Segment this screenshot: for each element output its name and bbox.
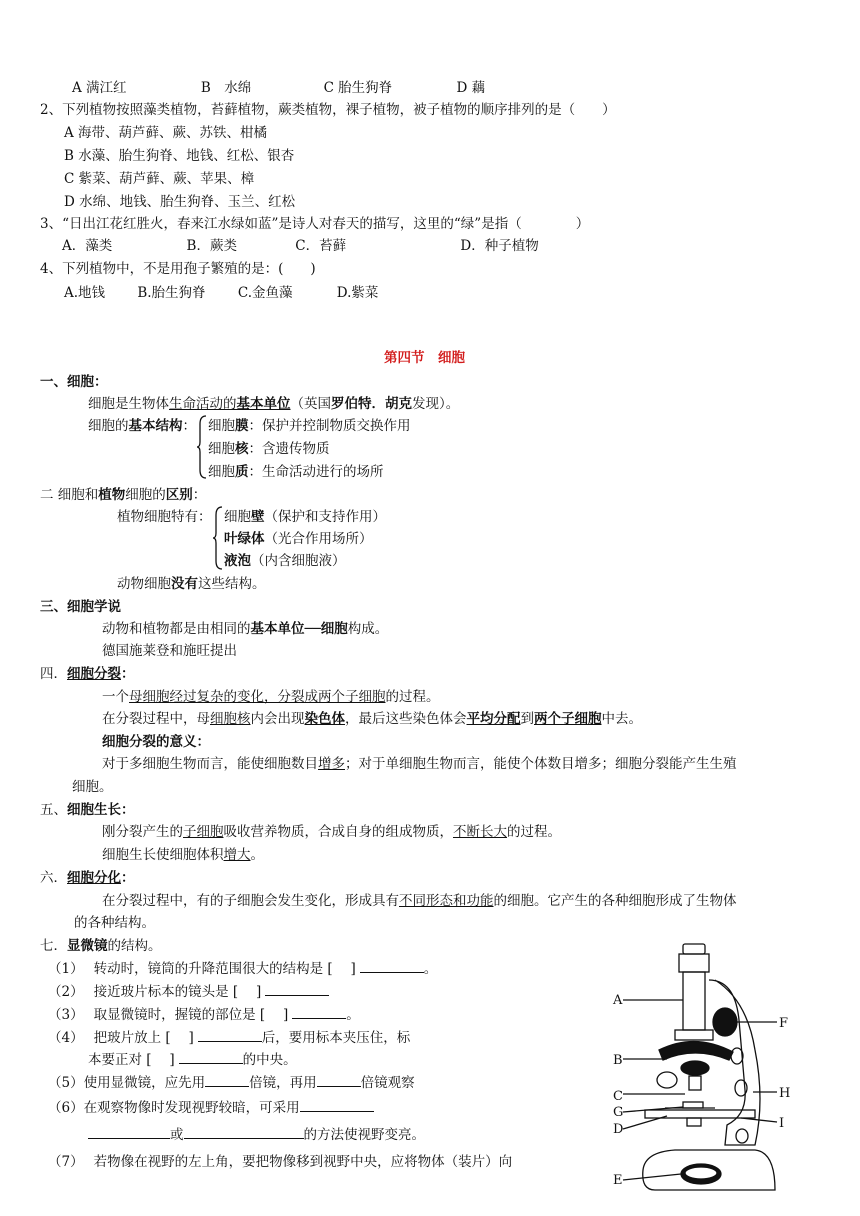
s3-heading: 三、细胞学说 bbox=[40, 599, 121, 615]
s3-part: 构成。 bbox=[347, 621, 389, 637]
s1-def-key: 基本单位 bbox=[236, 396, 291, 412]
s5-part: 细胞生长使细胞体积 bbox=[102, 847, 224, 863]
s7-heading-pre: 七． bbox=[40, 938, 67, 954]
s6-part: 在分裂过程中，有的子细胞会发生变化，形成具有 bbox=[102, 893, 399, 909]
s1-brace-icon bbox=[196, 414, 208, 480]
s5-heading bbox=[40, 800, 135, 820]
s4-underline: 细胞核 bbox=[210, 711, 251, 727]
s5-heading-key: 细胞生长 bbox=[67, 802, 121, 818]
s2-heading-key: 区别 bbox=[165, 487, 193, 503]
answer-blank[interactable] bbox=[205, 1072, 249, 1087]
s4-key: 染色体 bbox=[304, 711, 345, 727]
eyepiece-icon bbox=[683, 944, 705, 954]
s7-item-number: （2） bbox=[48, 984, 84, 1000]
answer-blank[interactable] bbox=[300, 1097, 374, 1112]
q1-option-d: D 藕 bbox=[456, 80, 486, 96]
s2-heading-key: 植物 bbox=[98, 487, 126, 503]
s7-item-text: 。 bbox=[423, 961, 438, 977]
s2-plant-key: 壁 bbox=[251, 509, 265, 525]
q4-option-b: B.胎生狗脊 bbox=[137, 285, 206, 301]
s7-item-text: 把玻片放上 [ ] bbox=[93, 1030, 194, 1046]
s7-item-7 bbox=[48, 1152, 512, 1172]
s1-structure-pre: 细胞 bbox=[208, 418, 235, 434]
s5-part: 吸收营养物质，合成自身的组成物质， bbox=[223, 824, 453, 840]
q4-option-d: D.紫菜 bbox=[336, 285, 379, 301]
s1-structure-colon: ： bbox=[182, 418, 196, 434]
s4-meaning-heading: 细胞分裂的意义： bbox=[102, 734, 210, 750]
answer-blank[interactable] bbox=[360, 958, 424, 973]
s2-animal-part: 这些结构。 bbox=[198, 576, 266, 592]
s7-item-text: 接近玻片标本的镜头是 [ ] bbox=[93, 984, 262, 1000]
s4-part: ，最后这些染色体会 bbox=[345, 711, 467, 727]
s5-underline: 不断长大 bbox=[453, 824, 507, 840]
s7-item-text: 。 bbox=[346, 1007, 360, 1023]
q3-stem: 3、“日出江花红胜火，春来江水绿如蓝”是诗人对春天的描写，这里的“绿”是指（ ） bbox=[40, 216, 590, 232]
objective-icon bbox=[681, 1061, 709, 1075]
s7-item-number: （3） bbox=[48, 1007, 84, 1023]
s3-line2: 德国施莱登和施旺提出 bbox=[102, 643, 237, 659]
s7-item-1 bbox=[48, 958, 437, 979]
s3-line1 bbox=[102, 619, 388, 639]
s7-heading-key: 显微镜 bbox=[67, 938, 108, 954]
s7-item-5 bbox=[48, 1072, 415, 1093]
s7-item-4 bbox=[48, 1027, 410, 1048]
s5-heading-colon: ： bbox=[121, 802, 135, 818]
s2-heading-part: 二 细胞和 bbox=[40, 487, 99, 503]
label-d: D bbox=[613, 1122, 624, 1137]
q2-stem: 2、下列植物按照藻类植物，苔藓植物，蕨类植物，裸子植物，被子植物的顺序排列的是（ ） bbox=[40, 102, 616, 118]
s2-plant-key: 叶绿体 bbox=[224, 531, 265, 547]
nosepiece-icon bbox=[659, 1041, 733, 1060]
s1-def-underline: 生命活动的 bbox=[169, 396, 237, 412]
s6-heading-key: 细胞分化 bbox=[67, 870, 121, 886]
s4-part: 对于多细胞生物而言，能使细胞数目 bbox=[102, 756, 318, 772]
s4-part: 中去。 bbox=[601, 711, 642, 727]
s4-part: 一个 bbox=[102, 689, 129, 705]
answer-blank[interactable] bbox=[317, 1072, 361, 1087]
answer-blank[interactable] bbox=[198, 1027, 262, 1042]
s1-structure-pre: 细胞 bbox=[208, 464, 235, 480]
s4-meaning1 bbox=[102, 754, 737, 774]
label-c: C bbox=[613, 1089, 623, 1104]
s7-item-text: 倍镜观察 bbox=[360, 1075, 415, 1091]
s1-structure-key: 质 bbox=[235, 464, 249, 480]
s1-heading-text: 一、细胞： bbox=[40, 374, 108, 390]
q1-option-b: B 水绵 bbox=[200, 80, 252, 96]
s7-item-text: 的方法使视野变亮。 bbox=[303, 1127, 425, 1143]
s1-def-part: （英国 bbox=[290, 396, 331, 412]
s1-structure-cytoplasm bbox=[208, 462, 384, 482]
s2-animal-note bbox=[117, 574, 266, 594]
q4-option-a: A.地钱 bbox=[64, 285, 106, 301]
s5-part: 刚分裂产生的 bbox=[102, 824, 183, 840]
section-title: 第四节 细胞 bbox=[384, 350, 465, 366]
s6-heading-pre: 六． bbox=[40, 870, 67, 886]
s2-heading-part: ： bbox=[192, 487, 207, 503]
s7-item-text: 或 bbox=[170, 1127, 184, 1143]
q2-option-a: A 海带、葫芦藓、蕨、苏铁、柑橘 bbox=[64, 125, 268, 141]
s4-heading-pre: 四． bbox=[40, 666, 67, 682]
s7-item-text: 的中央。 bbox=[242, 1052, 297, 1068]
s1-structure-desc: ：保护并控制物质交换作用 bbox=[248, 418, 411, 434]
s1-structure-pre: 细胞的 bbox=[88, 418, 129, 434]
s4-underline: 增多 bbox=[318, 756, 345, 772]
s7-item-6 bbox=[48, 1097, 374, 1118]
s4-line2 bbox=[102, 709, 642, 729]
label-a: A bbox=[613, 993, 623, 1008]
q1-option-c: C 胎生狗脊 bbox=[323, 80, 393, 96]
q2-option-c: C 紫菜、葫芦藓、蕨、苹果、樟 bbox=[64, 171, 255, 187]
q2-option-d: D 水绵、地钱、胎生狗脊、玉兰、红松 bbox=[64, 194, 296, 210]
q3-option-b: B．蕨类 bbox=[186, 238, 237, 254]
s6-underline: 不同形态和功能 bbox=[399, 893, 494, 909]
answer-blank[interactable] bbox=[265, 981, 329, 996]
s7-item-text: 本要正对 [ ] bbox=[88, 1052, 175, 1068]
q4-options bbox=[64, 283, 378, 303]
s7-item-number: （4） bbox=[48, 1030, 84, 1046]
s4-line1 bbox=[102, 687, 440, 707]
s4-meaning2: 细胞。 bbox=[72, 779, 113, 795]
s1-structure-membrane bbox=[208, 416, 411, 436]
s7-item-number: （1） bbox=[48, 961, 84, 977]
s2-plant-desc: （内含细胞液） bbox=[251, 553, 346, 569]
s4-part: 在分裂过程中，母 bbox=[102, 711, 210, 727]
q1-option-a: A 满江红 bbox=[72, 80, 127, 96]
s4-key: 两个子细胞 bbox=[534, 711, 602, 727]
s1-def-part: 细胞是生物体 bbox=[88, 396, 169, 412]
s2-animal-part: 动物细胞 bbox=[117, 576, 171, 592]
label-i: I bbox=[779, 1116, 785, 1131]
s6-heading bbox=[40, 868, 135, 888]
s6-part: 的细胞。它产生的各种细胞形成了生物体 bbox=[493, 893, 737, 909]
arm-icon bbox=[709, 980, 760, 1145]
s2-plant-key: 液泡 bbox=[224, 553, 251, 569]
label-e: E bbox=[613, 1173, 623, 1188]
s1-structure-label bbox=[88, 416, 196, 436]
q3-option-d: D．种子植物 bbox=[460, 238, 539, 254]
s2-heading-part: 细胞的 bbox=[125, 487, 166, 503]
s4-heading-key: 细胞分裂 bbox=[67, 666, 121, 682]
s2-brace-icon bbox=[212, 505, 224, 571]
s1-def-hooke: 罗伯特．胡克 bbox=[331, 396, 412, 412]
s7-item-text: 转动时，镜筒的升降范围很大的结构是 [ ] bbox=[93, 961, 356, 977]
label-h: H bbox=[779, 1086, 791, 1101]
s3-part: 动物和植物都是由相同的 bbox=[102, 621, 251, 637]
s7-item-3 bbox=[48, 1004, 360, 1025]
s5-line2 bbox=[102, 845, 264, 865]
s2-plant-label: 植物细胞特有： bbox=[117, 509, 212, 525]
s7-item-text: 若物像在视野的左上角，要把物像移到视野中央，应将物体（装片）向 bbox=[93, 1154, 513, 1170]
s4-part: ；对于单细胞生物而言，能使个体数目增多；细胞分裂能产生生殖 bbox=[345, 756, 737, 772]
label-g: G bbox=[613, 1105, 624, 1120]
s2-plant-vacuole bbox=[224, 551, 346, 571]
q4-option-c: C.金鱼藻 bbox=[237, 285, 293, 301]
s7-item-number: （7） bbox=[48, 1154, 84, 1170]
q4-stem: 4、下列植物中，不是用孢子繁殖的是：( ) bbox=[40, 261, 316, 277]
q3-options bbox=[62, 236, 539, 256]
s5-part: 的过程。 bbox=[507, 824, 561, 840]
s4-part: 的过程。 bbox=[385, 689, 440, 705]
s4-heading-colon: ： bbox=[121, 666, 135, 682]
lens-tube-icon bbox=[683, 972, 705, 1030]
label-b: B bbox=[613, 1053, 623, 1068]
s2-animal-key: 没有 bbox=[171, 576, 198, 592]
s3-key: 基本单位──细胞 bbox=[250, 621, 348, 637]
s1-structure-nucleus bbox=[208, 439, 330, 459]
s1-structure-key: 基本结构 bbox=[128, 418, 183, 434]
s5-underline: 增大 bbox=[223, 847, 251, 863]
s4-part: 到 bbox=[520, 711, 534, 727]
s7-item-4-cont bbox=[88, 1049, 297, 1070]
s1-heading bbox=[40, 372, 108, 392]
s5-underline: 子细胞 bbox=[183, 824, 224, 840]
s1-definition bbox=[88, 394, 459, 414]
s7-heading bbox=[40, 936, 162, 956]
s2-plant-desc: （光合作用场所） bbox=[264, 531, 373, 547]
s1-def-part: 发现）。 bbox=[412, 396, 460, 412]
s5-line1 bbox=[102, 822, 561, 842]
s7-item-2 bbox=[48, 981, 329, 1002]
s7-item-text: 取显微镜时，握镜的部位是 [ ] bbox=[93, 1007, 289, 1023]
q2-option-b: B 水藻、胎生狗脊、地钱、红松、银杏 bbox=[64, 148, 295, 164]
s1-structure-desc: ：生命活动进行的场所 bbox=[248, 464, 384, 480]
s6-line1 bbox=[102, 891, 737, 911]
answer-blank[interactable] bbox=[184, 1124, 304, 1139]
s7-item-6-cont bbox=[88, 1124, 425, 1145]
label-f: F bbox=[779, 1016, 789, 1031]
s7-item-text: 后，要用标本夹压住，标 bbox=[261, 1030, 411, 1046]
s4-part: 内会出现 bbox=[250, 711, 305, 727]
answer-blank[interactable] bbox=[179, 1049, 243, 1064]
s5-heading-pre: 五、 bbox=[40, 802, 67, 818]
coarse-adjuster-icon bbox=[713, 1008, 737, 1036]
s7-heading-post: 的结构。 bbox=[107, 938, 162, 954]
s6-line2: 的各种结构。 bbox=[74, 915, 155, 931]
s4-heading bbox=[40, 664, 135, 684]
s5-part: 。 bbox=[250, 847, 264, 863]
s1-structure-desc: ：含遗传物质 bbox=[248, 441, 330, 457]
s4-key: 平均分配 bbox=[466, 711, 521, 727]
s1-structure-key: 膜 bbox=[235, 418, 249, 434]
s6-heading-colon: ： bbox=[121, 870, 135, 886]
s7-item-text: （6）在观察物像时发现视野较暗，可采用 bbox=[48, 1100, 300, 1116]
s7-item-text: （5）使用显微镜，应先用 bbox=[48, 1075, 206, 1091]
answer-blank[interactable] bbox=[292, 1004, 346, 1019]
s7-item-text: 倍镜，再用 bbox=[249, 1075, 317, 1091]
microscope-diagram bbox=[605, 940, 805, 1202]
s2-plant-chloroplast bbox=[224, 529, 373, 549]
s4-underline: 母细胞经过复杂的变化，分裂成两个子细胞 bbox=[129, 689, 386, 705]
q3-option-c: C．苔藓 bbox=[295, 238, 347, 254]
s2-heading bbox=[40, 485, 206, 505]
s2-plant-pre: 细胞 bbox=[224, 509, 251, 525]
q1-options bbox=[72, 78, 485, 98]
s1-structure-key: 核 bbox=[235, 441, 249, 457]
s1-structure-pre: 细胞 bbox=[208, 441, 235, 457]
s2-plant-desc: （保护和支持作用） bbox=[264, 509, 386, 525]
q3-option-a: A．藻类 bbox=[62, 238, 113, 254]
answer-blank[interactable] bbox=[88, 1124, 170, 1139]
s2-plant-wall bbox=[224, 507, 386, 527]
